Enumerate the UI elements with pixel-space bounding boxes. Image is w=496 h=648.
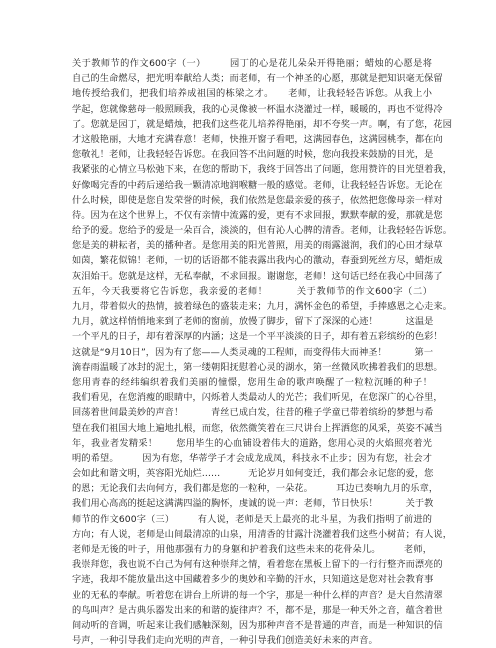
text-line: 的鸟叫声？是古典乐器发出来的和谐的旋律声？不，都不是，那是一种天外之音，蕴含着世	[72, 604, 443, 616]
text-line: 字迹，我却不能放量出这中国藏着多少的奥妙和辛勤的汗水，只知道这是您对社会教育事	[72, 574, 434, 586]
text-line: 的恩；无论我们去向何方，我们都是您的一粒种，一朵花。 耳边已奏响九月的乐章，	[72, 483, 439, 495]
text-line: 才这般艳丽，大地才充满春意！老师，快推开窗子看吧，这满园春色，这满园桃李，都在向	[72, 133, 443, 145]
text-line: 您敬礼！老师，让我轻轻告诉您。在我回答不出问题的时候，您向我投来鼓励的目光，是	[72, 149, 434, 161]
text-line: 这就是“9月10日”，因为有了您——人类灵魂的工程师，而变得伟大而神圣！ 第一	[72, 346, 434, 358]
text-line: 灰泪始干。您就是这样，无私奉献，不求回报。谢谢您，老师！这句话已经在我心中回荡了	[72, 270, 443, 282]
text-line: 我紧张的心情立马松弛下来，在您的帮助下，我终于回答出了问题，您用赞许的目光望着我，	[72, 164, 452, 176]
text-line: 年，我业者发精采！ 您用毕生的心血铺设着伟大的道路，您用心灵的火焰照亮着光	[72, 437, 432, 449]
text-line: 什么时候，即使是您自发荣誉的时候，我们依然是您最亲爱的孩子，依然把您像母亲一样对	[72, 194, 443, 206]
text-line: 业的无私的奉献。听着您在讲台上所讲的每一个字，那是一种什么样的声音？是大自然清翠	[72, 589, 443, 601]
text-line: 好像喝完香的中药后递给我一颗清凉地润喉糖一般的感觉。老师，让我轻轻告诉您。无论在	[72, 179, 443, 191]
text-line: 地传授给我们，把我们培养成祖国的栋梁之才。 老师，让我轻轻告诉您。从我上小	[72, 88, 432, 100]
text-line: 九月，就这样悄悄地来到了老师的窗前，放慢了脚步，留下了深深的心迹！ 这温是	[72, 316, 434, 328]
text-line: 待。因为在这个世界上，不仅有亲情中流露的爱，更有不求回报，默默奉献的爱，那就是您	[72, 209, 443, 221]
text-line: 明的希望。 因为有您，华蒂学子才会成龙成凤，科技永不止步；因为有您，社会才	[72, 452, 432, 464]
text-line: 五年，今天我要将它告诉您，我亲爱的老师！ 关于教师节的作文600字（二）	[72, 285, 432, 297]
text-line: 您是美的耕耘者，美的播种者。是您用美的阳光普照，用美的雨露滋润，我们的心田才绿草	[72, 240, 443, 252]
text-line: 间动听的音调，听起来让我们感触深刻，因为那种声音不是普通的声音，而是一种知识的信	[72, 619, 443, 631]
text-line: 号声，一种引导我们走向光明的声音，一种引导我们创造美好未来的声音。	[72, 635, 378, 647]
article-body	[72, 56, 452, 648]
text-line: 望在我们祖国大地上遍地扎根，而您，依然微笑着在三尺讲台上挥洒您的风采，英姿不减当	[72, 422, 443, 434]
text-line: 老师是无後的叶子，用他那强有力的身躯和护着我们这些未来的花骨朵儿。 老师，	[72, 544, 432, 555]
text-line: 回荡着世间最美妙的声音！ 青丝已成白发，往昔的稚子学童已带着缤纷的梦想与希	[72, 407, 434, 419]
text-line: 我们用心高高的挺起这满满四溢的胸怀，虔诚的说一声：老师，节日快乐！ 关于教	[72, 498, 434, 510]
text-line: 方向；有人说，老师是山间最清凉的山泉，用清香的甘露汁浇灌着我们这些小树苗；有人说，	[72, 528, 452, 540]
text-line: 滴春雨温暖了冰封的泥土，第一缕朝阳抚慰着心灵的湖水，第一丝微风吹拂着我们的思想。	[72, 361, 443, 373]
text-line: 会如此和谐文明，英容阳光灿烂…… 无论岁月如何变迁，我们都会永记您的爱，您	[72, 468, 434, 480]
text-line: 九月，带着似火的热情，披着绿色的盛装走来；九月，满怀金色的希望，手捧感恩之心走来。	[72, 301, 452, 312]
text-line: 给予的爱。您给予的爱是一朵百合，淡淡的，但有沁人心脾的清香。老师，让我轻轻告诉您。	[72, 225, 452, 237]
text-line: 如茵，繁花似锦！老师，一切的话语都不能表露出我内心的激动，春蚕到死丝方尽，蜡炬成	[72, 255, 443, 267]
text-line: 学起，您就像慈母一般照顾我，我的心灵像被一杯温水浇灌过一样，暖暖的，再也不觉得冷	[72, 103, 443, 115]
text-line: 我崇拜您，我也说不白己为何有这种崇拜之情，看着您在黑板上留下的一行行整齐而漂亮的	[72, 559, 443, 571]
text-line: 了。您就是园丁，就是蜡烛，把我们这些花儿培养得艳丽，却不夸奖一声。啊，有了您，花园	[72, 118, 452, 130]
text-line: 您用青春的经纬编织着我们美丽的憧憬，您用生命的歌声唤醒了一粒粒沉睡的种子！	[72, 376, 432, 388]
text-line: 自己的生命燃尽，把光明奉献给人类；而老师，有一个神圣的心愿，那就是把知识毫无保留	[72, 73, 443, 85]
text-line: 师节的作文600字（三） 有人说，老师是天上最亮的北斗星，为我们指明了前进的	[72, 513, 432, 525]
text-line: 一个平凡的日子，却有着深厚的内涵；这是一个平平淡淡的日子，却有着五彩缤纷的色彩！	[72, 331, 443, 343]
text-line: 我们看见，在您消瘦的眼睛中，闪烁着人类最动人的光芒；我们听见，在您深广的心谷里，	[72, 392, 443, 404]
text-line: 关于教师节的作文600字（一） 园丁的心是花儿朵朵开得艳丽；蜡烛的心愿是将	[72, 58, 432, 69]
